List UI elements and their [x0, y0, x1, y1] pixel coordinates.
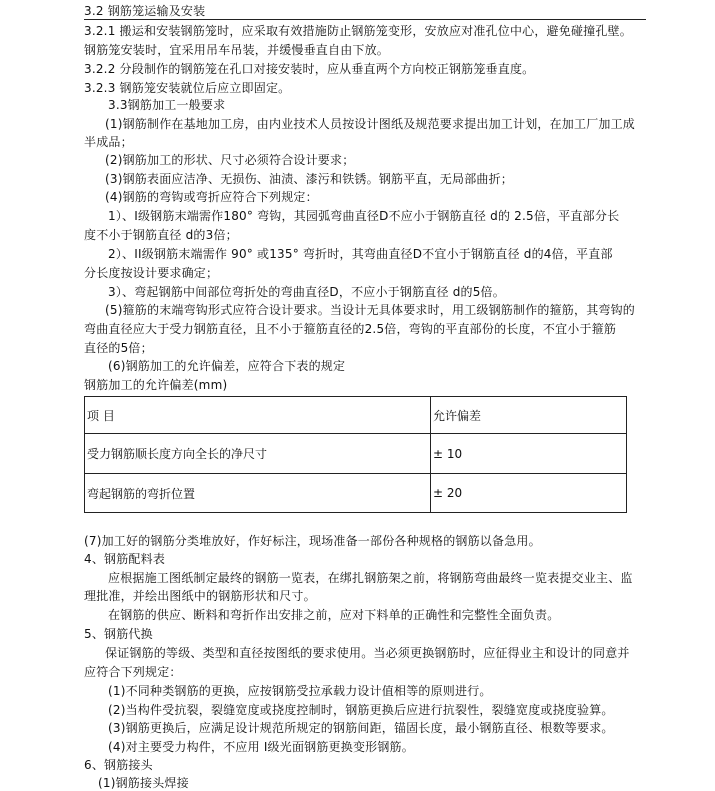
section-heading: 3.2 钢筋笼运输及安装 [84, 4, 206, 18]
table-header-cell: 允许偏差 [431, 397, 627, 434]
paragraph-line: 半成品； [84, 135, 133, 149]
paragraph-line: 3.2.3 钢筋笼安装就位后应立即固定。 [84, 81, 291, 95]
header-rule [84, 19, 646, 20]
paragraph-line: 弯曲直径应大于受力钢筋直径，且不小于箍筋直径的2.5倍，弯钩的平直部份的长度，不宜小于箍筋 [84, 322, 617, 336]
table-cell: ± 10 [431, 434, 627, 474]
paragraph-line: 1）、I级钢筋末端需作180° 弯钩，其园弧弯曲直径D不应小于钢筋直径 d的 2.5倍，平直部分长 [108, 209, 620, 223]
paragraph-line: 3.2.1 搬运和安装钢筋笼时，应采取有效措施防止钢筋笼变形，安放应对准孔位中心，避免碰撞孔壁。 [84, 24, 632, 38]
paragraph-line: 保证钢筋的等级、类型和直径按图纸的要求使用。当必须更换钢筋时，应征得业主和设计的同意并 [105, 646, 630, 660]
paragraph-line: 应符合下列规定： [84, 665, 182, 679]
paragraph-line: (2)当构件受抗裂，裂缝宽度或挠度控制时，钢筋更换后应进行抗裂性，裂缝宽度或挠度验算。 [108, 703, 614, 717]
paragraph-line: 在钢筋的供应、断料和弯折作出安排之前，应对下料单的正确性和完整性全面负责。 [108, 608, 560, 622]
paragraph-line: (1)钢筋接头焊接 [98, 776, 189, 790]
paragraph-line: (3)钢筋更换后，应满足设计规范所规定的钢筋间距，锚固长度，最小钢筋直径、根数等要求。 [108, 721, 614, 735]
paragraph-line: (1)钢筋制作在基地加工房，由内业技术人员按设计图纸及规范要求提出加工计划，在加工厂加工成 [105, 117, 636, 131]
paragraph-line: (4)对主要受力构件，不应用 I级光面钢筋更换变形钢筋。 [108, 740, 414, 754]
paragraph-line: (3)钢筋表面应洁净、无损伤、油渍、漆污和铁锈。钢筋平直，无局部曲折； [105, 172, 514, 186]
section-heading: 3.3钢筋加工一般要求 [108, 98, 226, 112]
paragraph-line: (5)箍筋的末端弯钩形式应符合设计要求。当设计无具体要求时，用工级钢筋制作的箍筋，其弯钩的 [105, 303, 636, 317]
section-heading: 5、钢筋代换 [84, 627, 153, 641]
paragraph-line: (1)不同种类钢筋的更换，应按钢筋受拉承载力设计值相等的原则进行。 [108, 684, 492, 698]
paragraph-line: 2）、II级钢筋末端需作 90° 或135° 弯折时，其弯曲直径D不宜小于钢筋直径 d的4倍，平直部 [108, 247, 613, 261]
paragraph-line: 分长度按设计要求确定； [84, 266, 219, 280]
paragraph-line: (2)钢筋加工的形状、尺寸必须符合设计要求； [105, 153, 355, 167]
tolerance-table [84, 396, 627, 513]
table-caption: 钢筋加工的允许偏差(mm) [84, 378, 228, 392]
table-cell: 受力钢筋顺长度方向全长的净尺寸 [85, 434, 431, 474]
section-heading: 4、钢筋配料表 [84, 552, 166, 566]
table-header-cell: 项 目 [85, 397, 431, 434]
paragraph-line: 3）、弯起钢筋中间部位弯折处的弯曲直径D，不应小于钢筋直径 d的5倍。 [108, 285, 505, 299]
section-heading: 6、钢筋接头 [84, 758, 153, 772]
table-cell: 弯起钢筋的弯折位置 [85, 474, 431, 513]
paragraph-line: 理批准，并绘出图纸中的钢筋形状和尺寸。 [84, 589, 316, 603]
table-row [85, 434, 627, 474]
paragraph-line: (4)钢筋的弯钩或弯折应符合下列规定： [105, 190, 318, 204]
paragraph-line: 度不小于钢筋直径 d的3倍； [84, 228, 238, 242]
paragraph-line: 3.2.2 分段制作的钢筋笼在孔口对接安装时，应从垂直两个方向校正钢筋笼垂直度。 [84, 62, 535, 76]
paragraph-line: 直径的5倍； [84, 341, 153, 355]
table-row [85, 474, 627, 513]
paragraph-line: (7)加工好的钢筋分类堆放好，作好标注，现场准备一部份各种规格的钢筋以备急用。 [84, 534, 541, 548]
paragraph-line: (6)钢筋加工的允许偏差，应符合下表的规定 [108, 359, 346, 373]
table-header-row [85, 397, 627, 434]
table-cell: ± 20 [431, 474, 627, 513]
paragraph-line: 钢筋笼安装时，宜采用吊车吊装，并缓慢垂直自由下放。 [84, 43, 390, 57]
paragraph-line: 应根据施工图纸制定最终的钢筋一览表，在绑扎钢筋架之前，将钢筋弯曲最终一览表提交业主、监 [108, 571, 633, 585]
